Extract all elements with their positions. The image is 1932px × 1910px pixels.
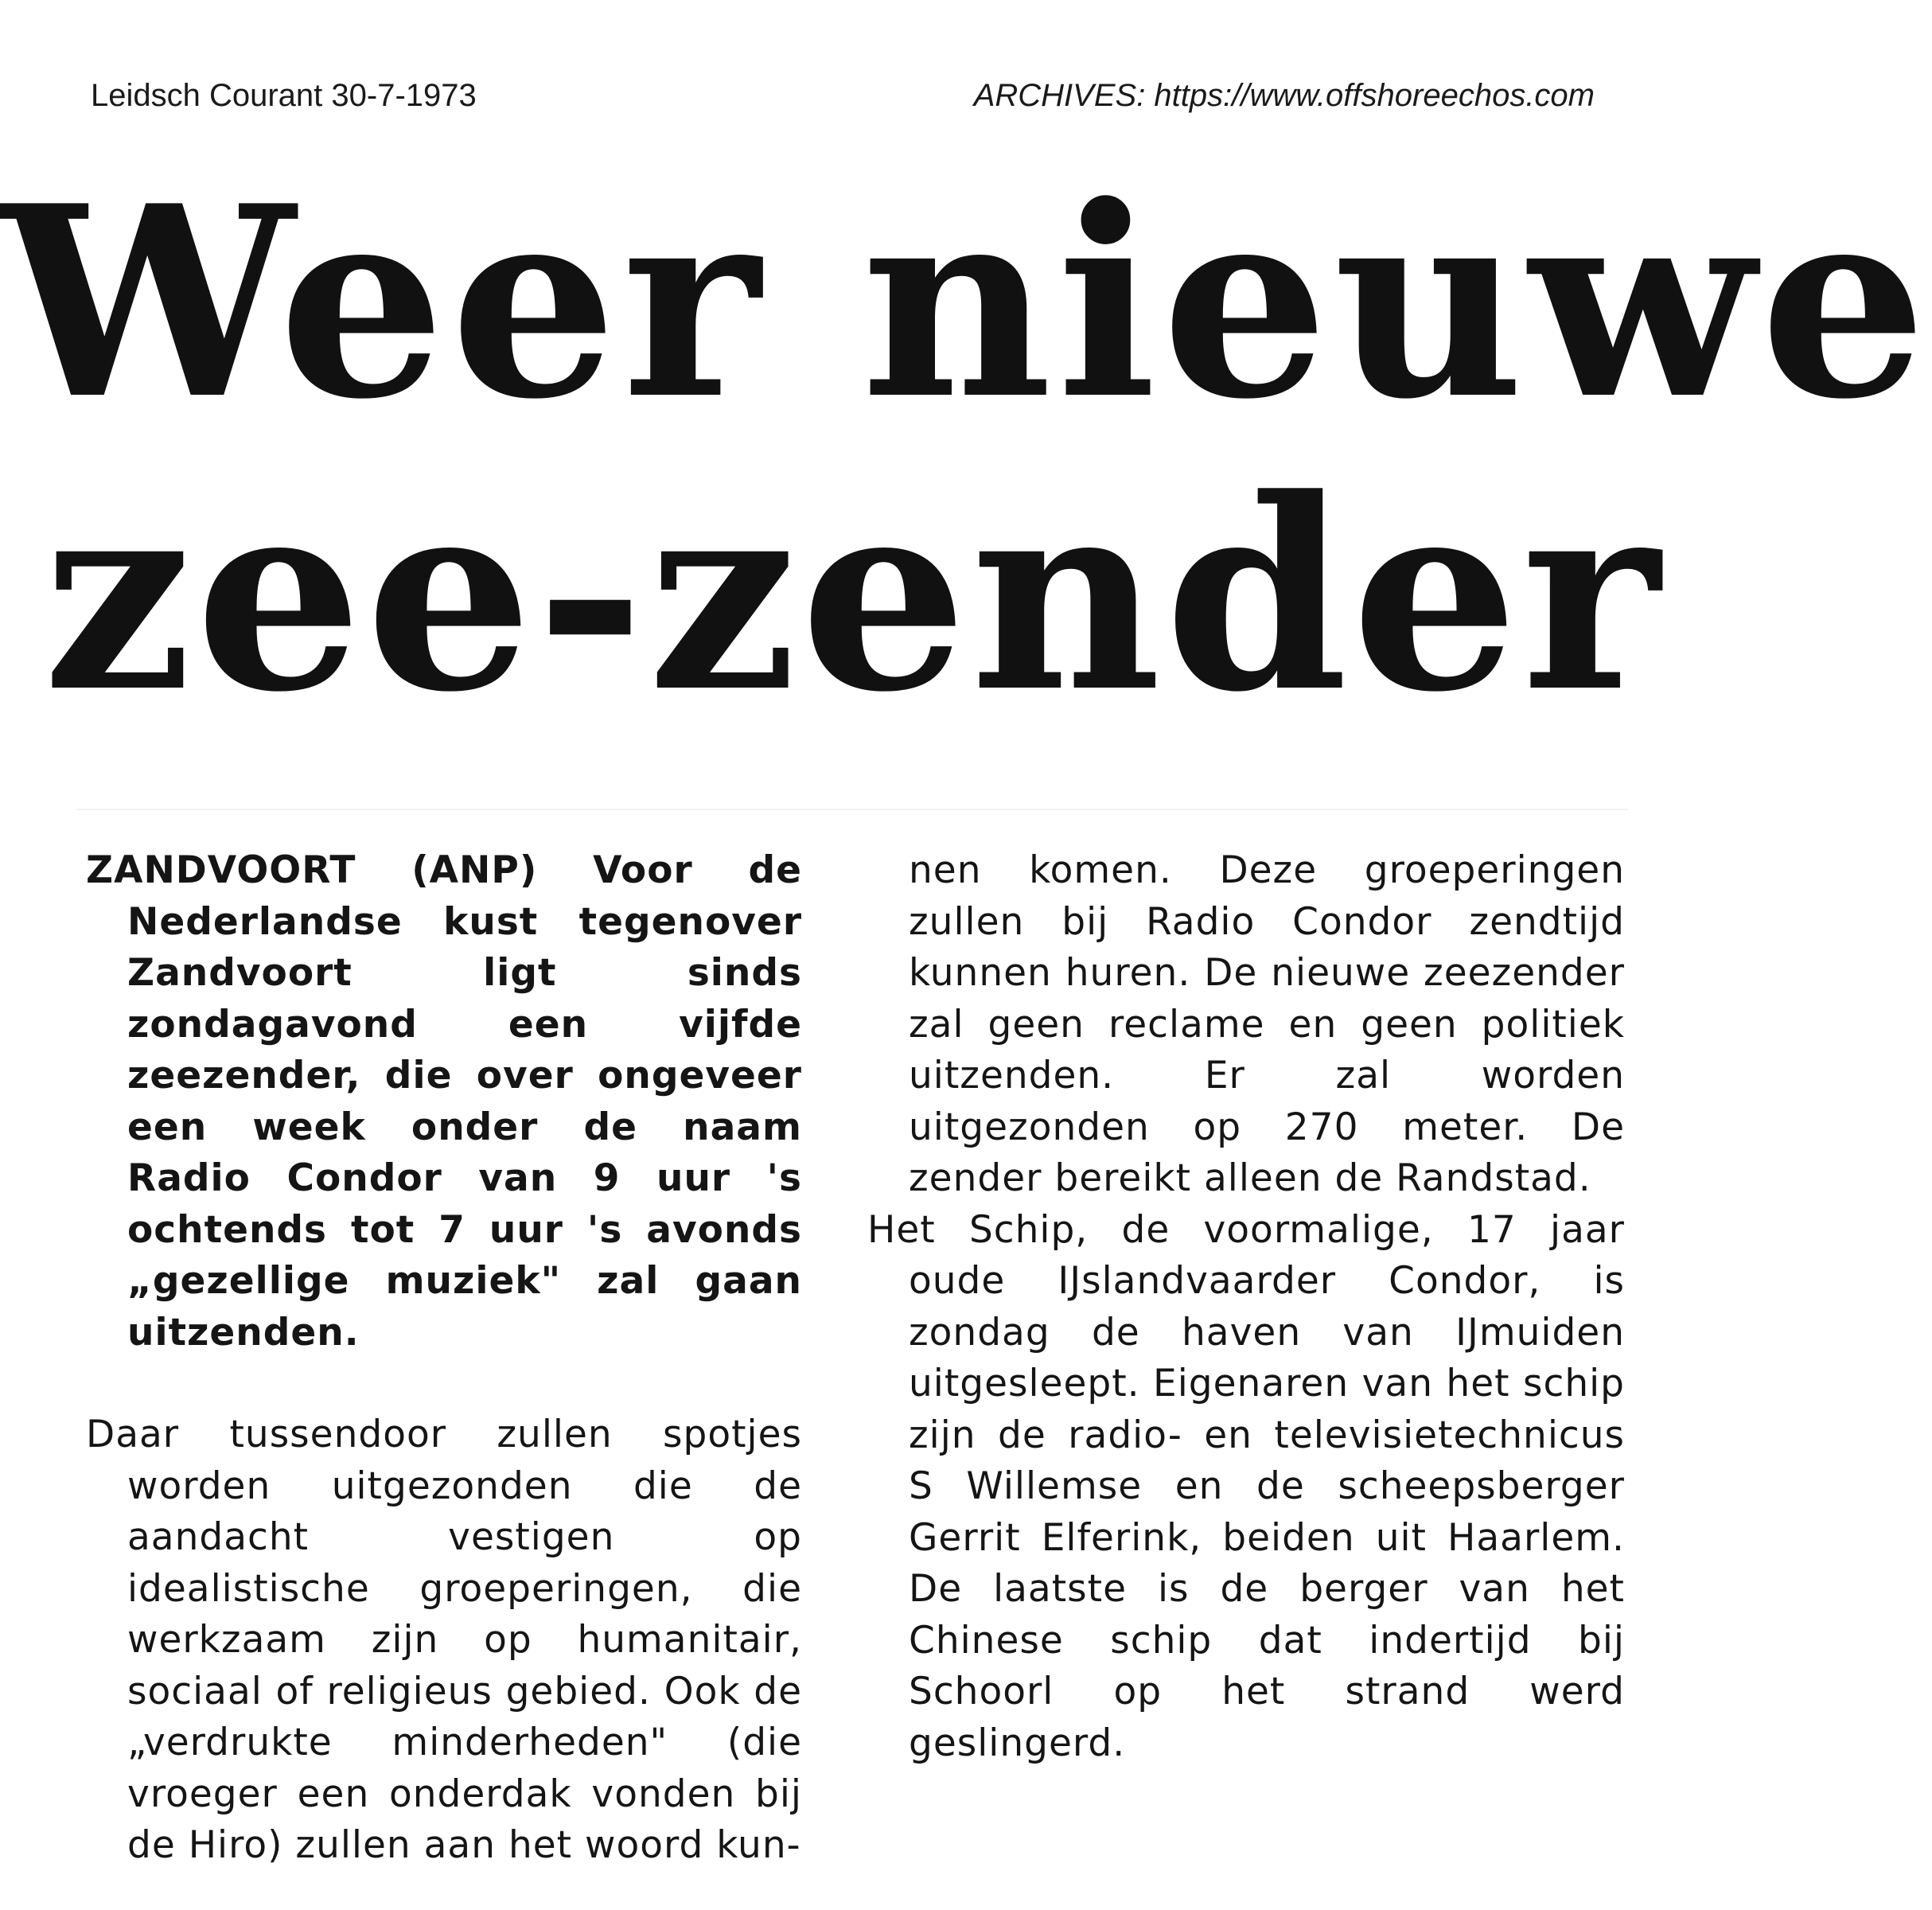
article-left-column <box>86 845 802 1872</box>
article-paragraph-3: Het Schip, de voormalige, 17 jaar oude IJslandvaarder Condor, is zondag de haven van IJmuiden uitgesleept. Eigenaren van het schip zijn de radio- en televisietechnicus S Willemse en de scheepsberger Gerrit Elferink, beiden uit Haarlem. De laatste is de berger van het Chinese schip dat indertijd bij Schoorl op het strand werd geslingerd. <box>867 1207 1625 1765</box>
archive-url: ARCHIVES: https://www.offshoreechos.com <box>973 78 1595 113</box>
article-paragraph-2: Daar tussendoor zullen spotjes worden uitgezonden die de aandacht vestigen op idealistische groeperingen, die werkzaam zijn op humanitair, sociaal of religieus gebied. Ook de „verdrukte minderheden" (die vroeger een onderdak vonden bij de Hiro) zullen aan het woord kun- <box>86 1413 802 1867</box>
headline-line-2: zee-zender <box>42 441 1664 750</box>
article-right-column <box>867 845 1625 1769</box>
article-paragraph-continuation: nen komen. Deze groeperingen zullen bij Radio Condor zendtijd kunnen huren. De nieuwe zeezender zal geen reclame en geen politiek uitzenden. Er zal worden uitgezonden op 270 meter. De zender bereikt alleen de Randstad. <box>909 848 1625 1200</box>
newspaper-source: Leidsch Courant 30-7-1973 <box>91 78 477 113</box>
separator-rule <box>76 809 1628 810</box>
headline-line-1: Weer nieuwe <box>0 148 1932 457</box>
article-lead-paragraph: ZANDVOORT (ANP) Voor de Nederlandse kust tegenover Zandvoort ligt sinds zondagavond een vijfde zeezender, die over ongeveer een week onder de naam Radio Condor van 9 uur 's ochtends tot 7 uur 's avonds „gezellige muziek" zal gaan uitzenden. <box>86 848 802 1355</box>
